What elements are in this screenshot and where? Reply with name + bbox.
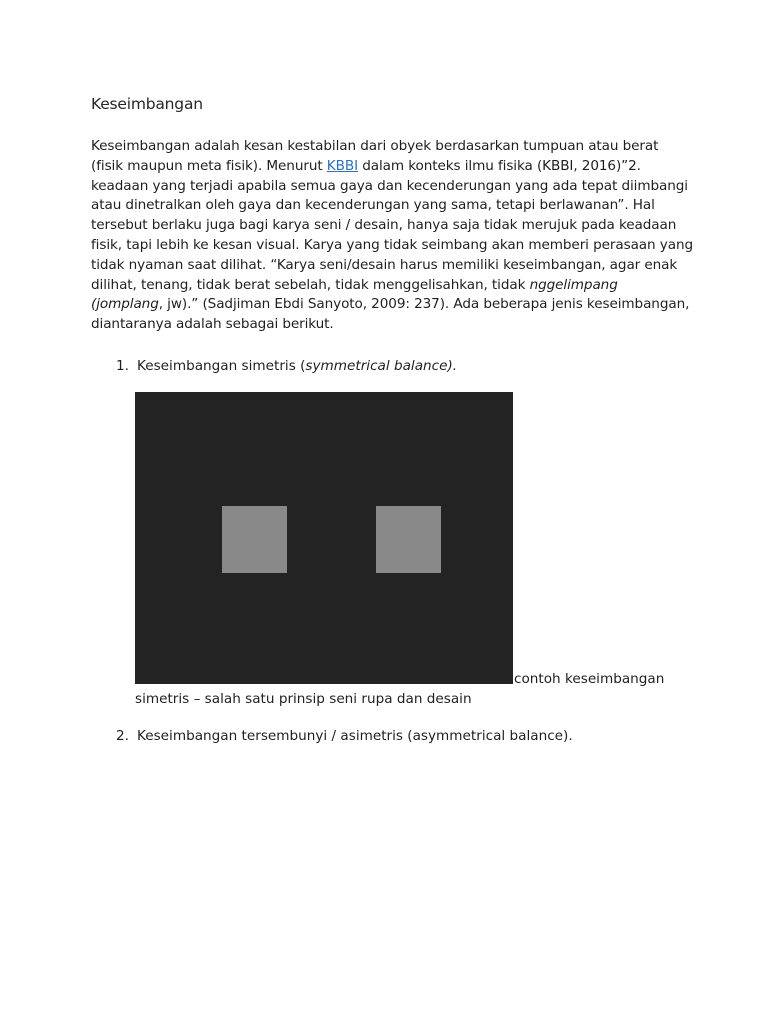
list-text: Keseimbangan tersembunyi / asimetris (asymmetrical balance). xyxy=(137,728,573,744)
right-gray-square xyxy=(376,506,441,573)
paragraph-line: Keseimbangan adalah kesan kestabilan dari obyek berdasarkan tumpuan atau berat xyxy=(91,138,659,154)
symmetrical-balance-image xyxy=(135,392,513,684)
list-text xyxy=(137,356,457,376)
list-text-plain: Keseimbangan simetris ( xyxy=(137,358,306,374)
section-heading: Keseimbangan xyxy=(91,95,203,113)
paragraph-line: tidak nyaman saat dilihat. “Karya seni/desain harus memiliki keseimbangan, agar enak xyxy=(91,256,678,273)
list-number: 1. xyxy=(116,358,129,374)
figure-caption-line1: contoh keseimbangan xyxy=(514,671,665,687)
list-number: 2. xyxy=(116,728,129,744)
paragraph-line: keadaan yang terjadi apabila semua gaya dan kecenderungan yang ada tepat diimbangi xyxy=(91,177,688,194)
left-gray-square xyxy=(222,506,287,573)
italic-term: nggelimpang xyxy=(529,276,618,293)
paragraph-line xyxy=(91,276,691,296)
paragraph-line: atau dinetralkan oleh gaya dan kecenderungan yang sama, tetapi berlawanan”. Hal xyxy=(91,197,655,214)
italic-term: (jomplang xyxy=(91,296,159,313)
paragraph-text: ).” (Sadjiman Ebdi Sanyoto, 2009: 237). Ada beberapa jenis keseimbangan, xyxy=(181,296,690,313)
paragraph-line xyxy=(91,295,691,315)
paragraph-line xyxy=(91,157,691,177)
paragraph-text: , jw xyxy=(158,296,182,313)
figure-caption-line2: simetris – salah satu prinsip seni rupa dan desain xyxy=(135,691,472,707)
paragraph-line: fisik, tapi lebih ke kesan visual. Karya yang tidak seimbang akan memberi perasaan yang xyxy=(91,236,693,253)
body-paragraph xyxy=(91,137,691,335)
paragraph-text: dalam konteks ilmu fisika (KBBI, 2016)”2. xyxy=(357,157,641,174)
paragraph-text: (fisik maupun meta fisik). Menurut xyxy=(91,157,327,174)
paragraph-line: tersebut berlaku juga bagi karya seni / desain, hanya saja tidak merujuk pada keadaan xyxy=(91,217,677,234)
paragraph-line: diantaranya adalah sebagai berikut. xyxy=(91,316,334,333)
kbbi-link[interactable]: KBBI xyxy=(326,157,358,174)
paragraph-text: dilihat, tenang, tidak berat sebelah, tidak menggelisahkan, tidak xyxy=(91,276,530,293)
list-text-italic: symmetrical balance). xyxy=(305,358,458,374)
